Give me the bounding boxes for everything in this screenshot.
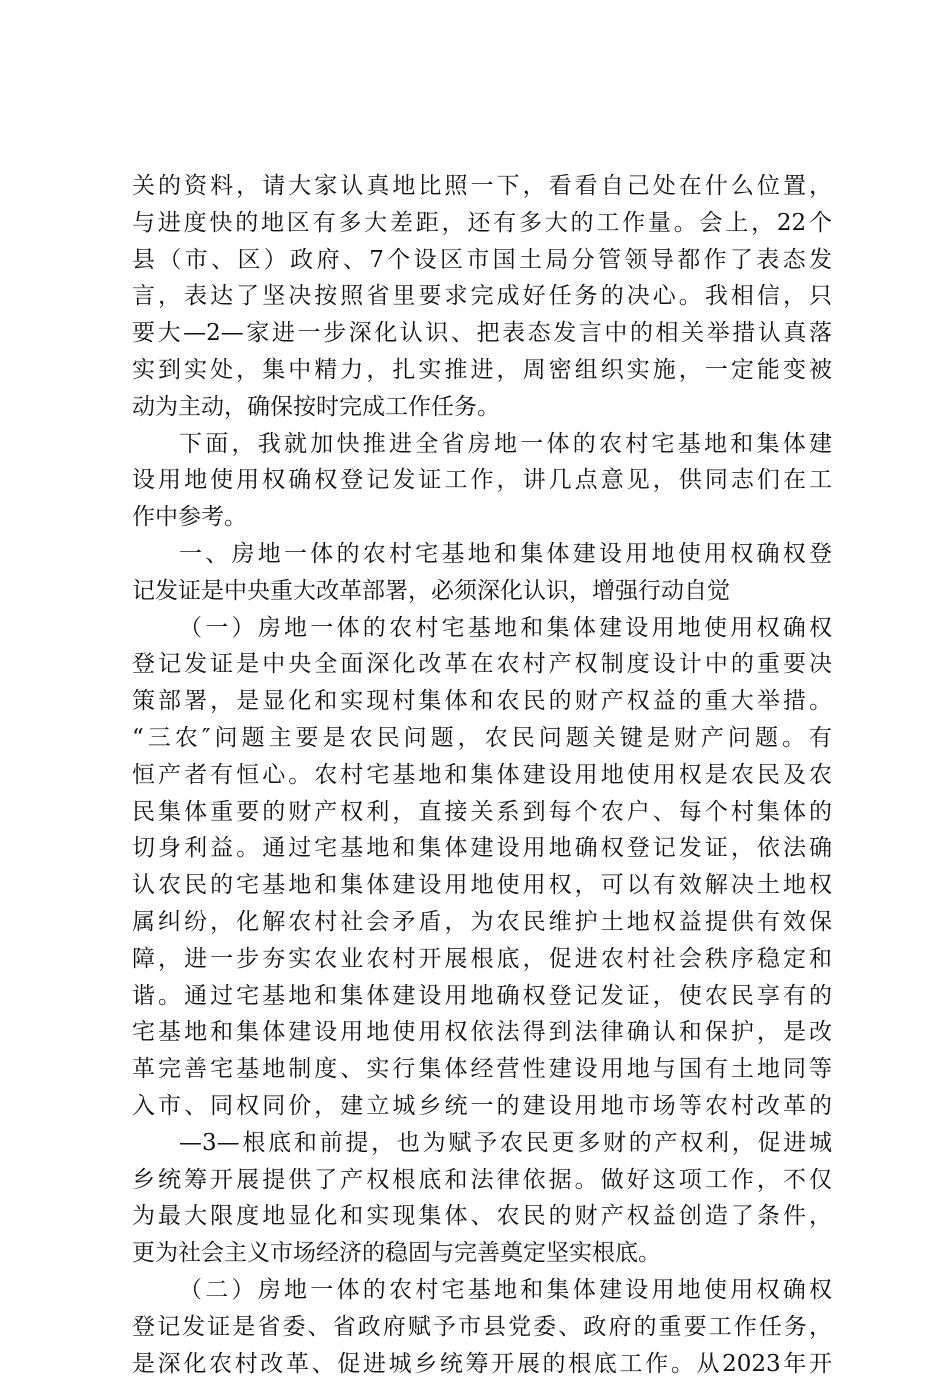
text-line: 谐。通过宅基地和集体建设用地确权登记发证，使农民享有的 <box>132 978 832 1015</box>
text-line: 设用地使用权确权登记发证工作，讲几点意见，供同志们在工 <box>132 462 832 499</box>
text-line: 下面，我就加快推进全省房地一体的农村宅基地和集体建 <box>132 426 832 463</box>
text-line: —3—根底和前提，也为赋予农民更多财的产权利，促进城 <box>132 1125 832 1162</box>
text-line: 作中参考。 <box>132 499 832 536</box>
text-line: 革完善宅基地制度、实行集体经营性建设用地与国有土地同等 <box>132 1051 832 1088</box>
text-line: （一）房地一体的农村宅基地和集体建设用地使用权确权 <box>132 610 832 647</box>
section-heading: 记发证是中央重大改革部署，必须深化认识，增强行动自觉 <box>132 573 832 610</box>
text-line: （二）房地一体的农村宅基地和集体建设用地使用权确权 <box>132 1272 832 1309</box>
text-line: “三农″问题主要是农民问题，农民问题关键是财产问题。有 <box>132 720 832 757</box>
text-line: 为最大限度地显化和实现集体、农民的财产权益创造了条件， <box>132 1198 832 1235</box>
text-line: 认农民的宅基地和集体建设用地使用权，可以有效解决土地权 <box>132 867 832 904</box>
text-line: 属纠纷，化解农村社会矛盾，为农民维护土地权益提供有效保 <box>132 904 832 941</box>
text-line: 宅基地和集体建设用地使用权依法得到法律确认和保护，是改 <box>132 1014 832 1051</box>
text-line: 实到实处，集中精力，扎实推进，周密组织实施，一定能变被 <box>132 352 832 389</box>
text-line: 言，表达了坚决按照省里要求完成好任务的决心。我相信，只 <box>132 278 832 315</box>
text-line: 登记发证是中央全面深化改革在农村产权制度设计中的重要决 <box>132 646 832 683</box>
text-line: 策部署，是显化和实现村集体和农民的财产权益的重大举措。 <box>132 683 832 720</box>
text-line: 切身利益。通过宅基地和集体建设用地确权登记发证，依法确 <box>132 830 832 867</box>
text-line: 更为社会主义市场经济的稳固与完善奠定坚实根底。 <box>132 1235 832 1272</box>
text-line: 入市、同权同价，建立城乡统一的建设用地市场等农村改革的 <box>132 1088 832 1125</box>
text-line: 关的资料，请大家认真地比照一下，看看自己处在什么位置， <box>132 168 832 205</box>
document-body <box>132 168 832 1382</box>
text-line: 登记发证是省委、省政府赋予市县党委、政府的重要工作任务， <box>132 1309 832 1346</box>
text-line: 要大—2—家进一步深化认识、把表态发言中的相关举措认真落 <box>132 315 832 352</box>
text-line: 障，进一步夯实农业农村开展根底，促进农村社会秩序稳定和 <box>132 941 832 978</box>
text-line: 恒产者有恒心。农村宅基地和集体建设用地使用权是农民及农 <box>132 757 832 794</box>
text-line: 乡统筹开展提供了产权根底和法律依据。做好这项工作，不仅 <box>132 1162 832 1199</box>
text-line: 动为主动，确保按时完成工作任务。 <box>132 389 832 426</box>
text-line: 与进度快的地区有多大差距，还有多大的工作量。会上，22个 <box>132 205 832 242</box>
text-line: 县（市、区）政府、7个设区市国土局分管领导都作了表态发 <box>132 242 832 279</box>
text-line: 民集体重要的财产权利，直接关系到每个农户、每个村集体的 <box>132 794 832 831</box>
text-line: 是深化农村改革、促进城乡统筹开展的根底工作。从2023年开 <box>132 1346 832 1382</box>
section-heading: 一、房地一体的农村宅基地和集体建设用地使用权确权登 <box>132 536 832 573</box>
